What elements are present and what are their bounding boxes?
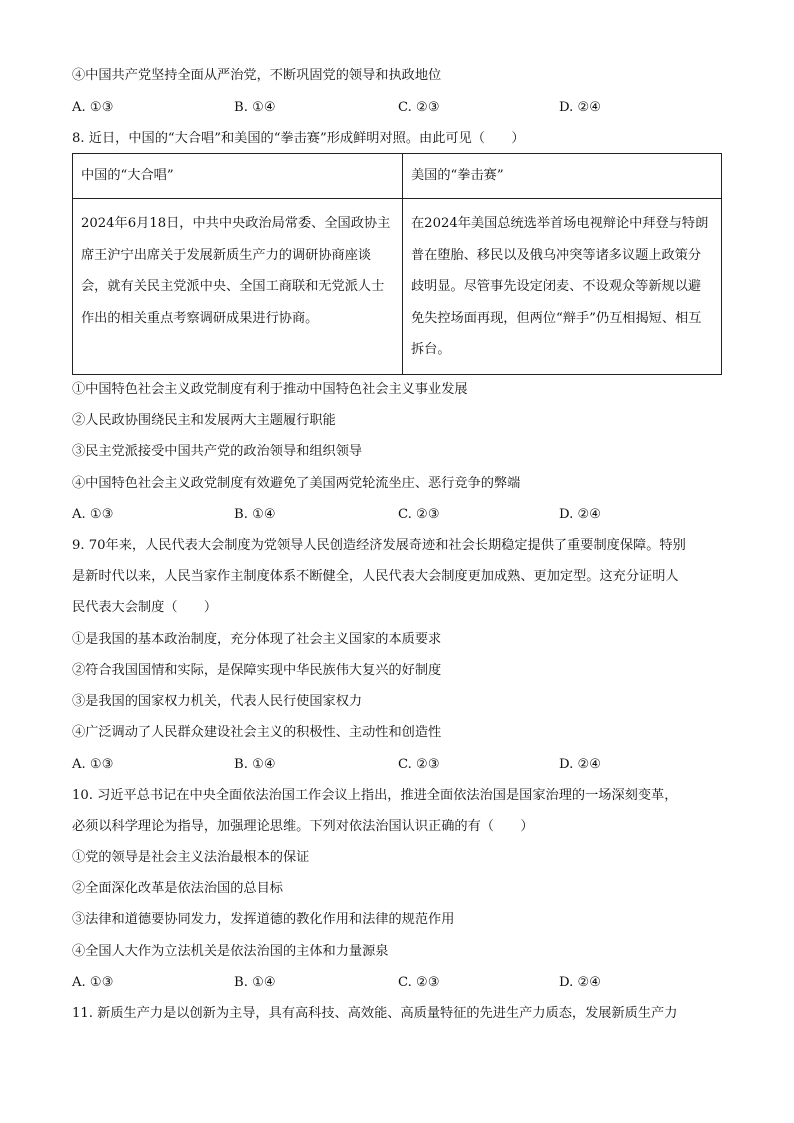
q10-item-3: ③法律和道德要协同发力，发挥道德的教化作用和法律的规范作用 <box>72 912 455 927</box>
q10-choices <box>72 973 732 993</box>
q10-choice-b: B. ①④ <box>234 975 276 990</box>
q10-choice-a: A. ①③ <box>72 975 114 990</box>
q7-option-4: ④中国共产党坚持全面从严治党，不断巩固党的领导和执政地位 <box>72 68 442 83</box>
q10-choice-c: C. ②③ <box>398 975 440 990</box>
q11-stem-line-1: 11. 新质生产力是以创新为主导，具有高科技、高效能、高质量特征的先进生产力质态，发展新质生产力 <box>72 1006 678 1021</box>
q9-stem-line-2: 是新时代以来，人民当家作主制度体系不断健全，人民代表大会制度更加成熟、更加定型。这充分证明人 <box>72 569 679 584</box>
q9-item-1: ①是我国的基本政治制度，充分体现了社会主义国家的本质要求 <box>72 632 442 647</box>
q7-choice-c: C. ②③ <box>398 100 440 115</box>
q8-choice-b: B. ①④ <box>234 507 276 522</box>
q10-item-4: ④全国人大作为立法机关是依法治国的主体和力量源泉 <box>72 944 389 959</box>
q8-choice-c: C. ②③ <box>398 507 440 522</box>
q10-stem-line-2: 必须以科学理论为指导，加强理论思维。下列对依法治国认识正确的有（ ） <box>72 819 534 834</box>
q9-choices <box>72 755 732 775</box>
q10-item-2: ②全面深化改革是依法治国的总目标 <box>72 881 283 896</box>
table-header-usa: 美国的“拳击赛” <box>403 154 722 199</box>
q9-choice-c: C. ②③ <box>398 757 440 772</box>
q9-stem-line-3: 民代表大会制度（ ） <box>72 600 218 615</box>
q8-choices <box>72 505 732 525</box>
q10-choice-d: D. ②④ <box>559 975 602 990</box>
q10-item-1: ①党的领导是社会主义法治最根本的保证 <box>72 850 310 865</box>
q8-stem: 8. 近日，中国的“大合唱”和美国的“拳击赛”形成鲜明对照。由此可见（ ） <box>72 131 525 146</box>
q9-choice-b: B. ①④ <box>234 757 276 772</box>
q7-choice-d: D. ②④ <box>559 100 602 115</box>
q9-stem-line-1: 9. 70年来，人民代表大会制度为党领导人民创造经济发展奇迹和社会长期稳定提供了重要制度保障。特别 <box>72 538 686 553</box>
q7-choice-b: B. ①④ <box>234 100 276 115</box>
q10-stem-line-1: 10. 习近平总书记在中央全面依法治国工作会议上指出，推进全面依法治国是国家治理的一场深刻变革， <box>72 788 678 803</box>
q8-item-3: ③民主党派接受中国共产党的政治领导和组织领导 <box>72 444 363 459</box>
q9-choice-a: A. ①③ <box>72 757 114 772</box>
q8-choice-d: D. ②④ <box>559 507 602 522</box>
q8-comparison-table <box>72 153 722 375</box>
q9-item-3: ③是我国的国家权力机关，代表人民行使国家权力 <box>72 694 363 709</box>
table-header-china: 中国的“大合唱” <box>73 154 403 199</box>
table-body-row <box>73 199 722 375</box>
table-cell-china: 2024年6月18日，中共中央政治局常委、全国政协主席王沪宁出席关于发展新质生产力的调研协商座谈会，就有关民主党派中央、全国工商联和无党派人士作出的相关重点考察调研成果进行协商。 <box>73 199 403 375</box>
q8-choice-a: A. ①③ <box>72 507 114 522</box>
table-header-row <box>73 154 722 199</box>
q9-item-2: ②符合我国国情和实际，是保障实现中华民族伟大复兴的好制度 <box>72 663 442 678</box>
table-cell-usa: 在2024年美国总统选举首场电视辩论中拜登与特朗普在堕胎、移民以及俄乌冲突等诸多议题上政策分歧明显。尽管事先设定闭麦、不设观众等新规以避免失控场面再现，但两位“辩手”仍互相揭短、相互拆台。 <box>403 199 722 375</box>
q9-item-4: ④广泛调动了人民群众建设社会主义的积极性、主动性和创造性 <box>72 725 442 740</box>
q9-choice-d: D. ②④ <box>559 757 602 772</box>
q8-item-1: ①中国特色社会主义政党制度有利于推动中国特色社会主义事业发展 <box>72 382 468 397</box>
q7-choices <box>72 98 732 118</box>
q7-choice-a: A. ①③ <box>72 100 114 115</box>
q8-item-4: ④中国特色社会主义政党制度有效避免了美国两党轮流坐庄、恶行竞争的弊端 <box>72 476 521 491</box>
q8-item-2: ②人民政协围绕民主和发展两大主题履行职能 <box>72 413 336 428</box>
